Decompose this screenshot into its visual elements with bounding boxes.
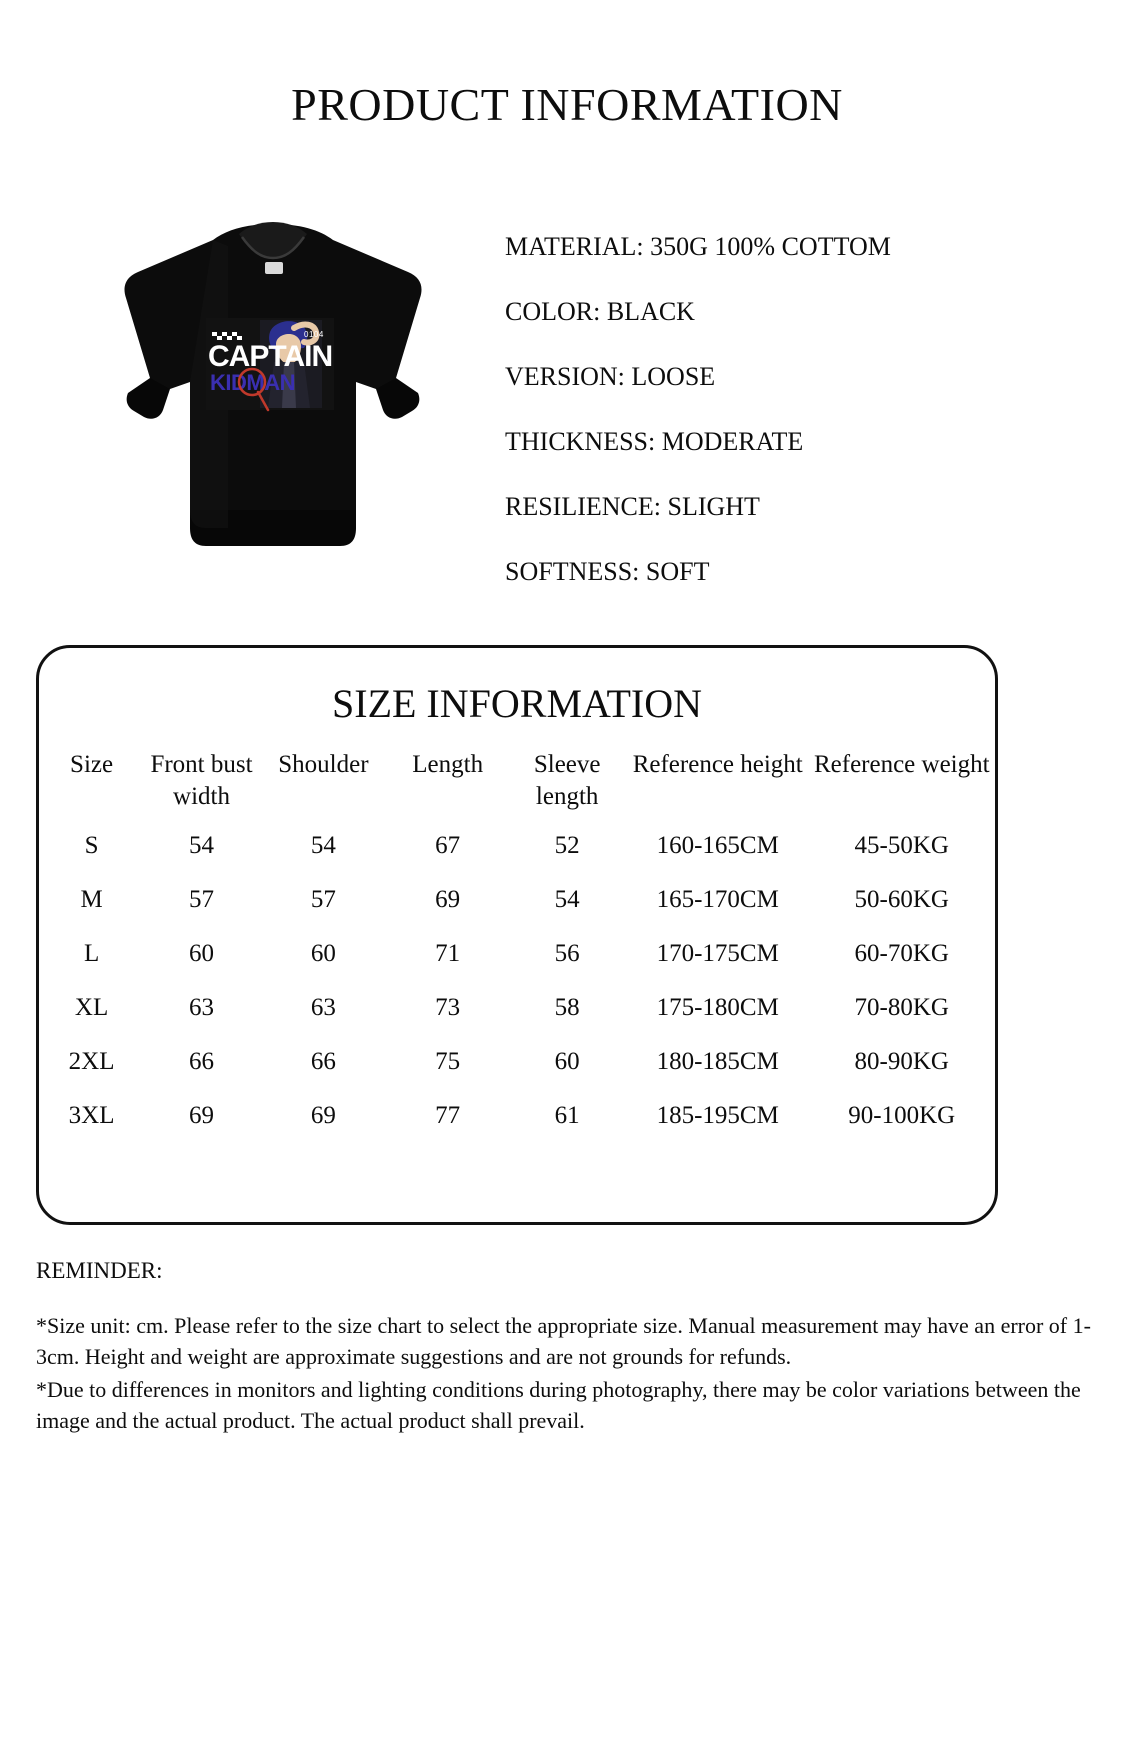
cell-sleeve: 61 — [554, 1102, 580, 1129]
size-information-card — [36, 645, 998, 1225]
table-header-row — [39, 749, 995, 819]
cell-sleeve: 58 — [554, 994, 580, 1021]
table-row — [39, 873, 995, 927]
cell-length: 75 — [435, 1048, 461, 1075]
product-hero — [0, 190, 1134, 610]
reminder-paragraph-size: *Size unit: cm. Please refer to the size chart to select the appropriate size. Manual measurement may have an error of 1-3cm. Height and weight are approximate suggestions and are not grounds for refunds. — [36, 1313, 1091, 1369]
cell-height: 180-185CM — [656, 1048, 779, 1075]
column-header-shoulder: Shoulder — [278, 751, 369, 778]
cell-shoulder: 54 — [310, 832, 336, 859]
spec-material: MATERIAL: 350G 100% COTTOM — [505, 232, 891, 261]
cell-size: 3XL — [68, 1102, 115, 1129]
product-image — [108, 210, 438, 570]
cell-weight: 90-100KG — [848, 1102, 956, 1129]
cell-weight: 70-80KG — [854, 994, 949, 1021]
cell-sleeve: 60 — [554, 1048, 580, 1075]
cell-height: 160-165CM — [656, 832, 779, 859]
cell-size: L — [83, 940, 100, 967]
cell-sleeve: 54 — [554, 886, 580, 913]
table-row — [39, 819, 995, 873]
cell-sleeve: 56 — [554, 940, 580, 967]
table-row — [39, 927, 995, 981]
svg-text:0104: 0104 — [304, 330, 324, 339]
size-information-title: SIZE INFORMATION — [332, 681, 702, 726]
column-header-weight: Reference weight — [813, 751, 990, 778]
cell-height: 175-180CM — [656, 994, 779, 1021]
spec-version: VERSION: LOOSE — [505, 362, 716, 391]
column-header-sleeve: Sleeve length — [533, 751, 601, 810]
cell-size: S — [84, 832, 99, 859]
column-header-bust: Front bust width — [150, 751, 253, 810]
cell-weight: 50-60KG — [854, 886, 949, 913]
cell-weight: 80-90KG — [854, 1048, 949, 1075]
cell-length: 71 — [435, 940, 461, 967]
svg-text:CAPTAIN: CAPTAIN — [208, 340, 333, 373]
cell-weight: 60-70KG — [854, 940, 949, 967]
svg-text:KIDMAN: KIDMAN — [210, 370, 295, 395]
column-header-height: Reference height — [632, 751, 803, 778]
cell-weight: 45-50KG — [854, 832, 949, 859]
cell-size: 2XL — [68, 1048, 115, 1075]
chest-graphic — [206, 318, 334, 410]
product-specs — [505, 214, 1105, 604]
spec-resilience: RESILIENCE: SLIGHT — [505, 492, 760, 521]
cell-bust: 69 — [189, 1102, 215, 1129]
page-title: PRODUCT INFORMATION — [291, 79, 843, 130]
cell-shoulder: 60 — [310, 940, 336, 967]
reminder-section — [36, 1258, 1098, 1436]
cell-bust: 60 — [189, 940, 215, 967]
reminder-heading: REMINDER: — [36, 1258, 163, 1283]
spec-softness: SOFTNESS: SOFT — [505, 557, 710, 586]
cell-height: 185-195CM — [656, 1102, 779, 1129]
reminder-paragraph-color: *Due to differences in monitors and lighting conditions during photography, there may be color variations between the image and the actual product. The actual product shall prevail. — [36, 1377, 1081, 1433]
cell-shoulder: 66 — [310, 1048, 336, 1075]
cell-length: 69 — [435, 886, 461, 913]
cell-shoulder: 69 — [310, 1102, 336, 1129]
spec-color: COLOR: BLACK — [505, 297, 695, 326]
cell-shoulder: 63 — [310, 994, 336, 1021]
column-header-length: Length — [412, 751, 484, 778]
cell-height: 170-175CM — [656, 940, 779, 967]
cell-length: 67 — [435, 832, 461, 859]
cell-length: 73 — [435, 994, 461, 1021]
table-row — [39, 981, 995, 1035]
column-header-size: Size — [70, 751, 114, 778]
cell-sleeve: 52 — [554, 832, 580, 859]
table-row — [39, 1035, 995, 1089]
cell-bust: 66 — [189, 1048, 215, 1075]
cell-bust: 54 — [189, 832, 215, 859]
cell-size: XL — [74, 994, 109, 1021]
spec-thickness: THICKNESS: MODERATE — [505, 427, 804, 456]
cell-shoulder: 57 — [310, 886, 336, 913]
cell-bust: 63 — [189, 994, 215, 1021]
cell-length: 77 — [435, 1102, 461, 1129]
cell-height: 165-170CM — [656, 886, 779, 913]
table-row — [39, 1089, 995, 1143]
cell-bust: 57 — [189, 886, 215, 913]
size-chart-table — [39, 749, 995, 1143]
cell-size: M — [80, 886, 103, 913]
